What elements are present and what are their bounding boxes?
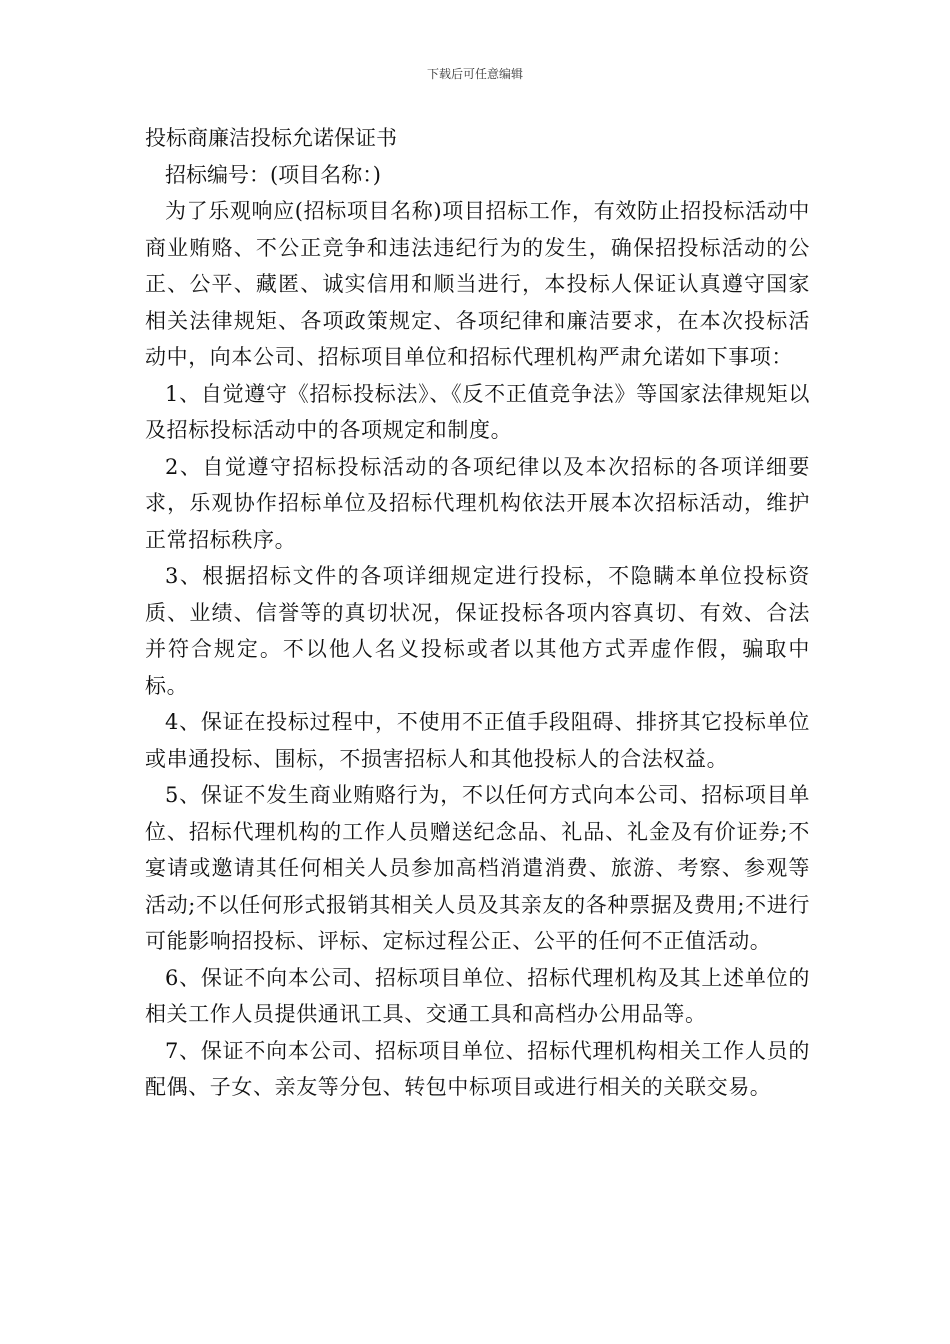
commitment-item-6: 6、保证不向本公司、招标项目单位、招标代理机构及其上述单位的相关工作人员提供通讯工具、交通工具和高档办公用品等。 (145, 965, 810, 1026)
commitment-item-1: 1、自觉遵守《招标投标法》、《反不正值竞争法》等国家法律规矩以及招标投标活动中的各项规定和制度。 (145, 381, 810, 442)
commitment-item-7: 7、保证不向本公司、招标项目单位、招标代理机构相关工作人员的配偶、子女、亲友等分包、转包中标项目或进行相关的关联交易。 (145, 1038, 810, 1099)
document-body (145, 120, 810, 1106)
commitment-item-4: 4、保证在投标过程中，不使用不正值手段阻碍、排挤其它投标单位或串通投标、围标，不损害招标人和其他投标人的合法权益。 (145, 710, 810, 771)
commitment-item-2: 2、自觉遵守招标投标活动的各项纪律以及本次招标的各项详细要求，乐观协作招标单位及招标代理机构依法开展本次招标活动，维护正常招标秩序。 (145, 454, 810, 552)
intro-paragraph: 为了乐观响应(招标项目名称)项目招标工作，有效防止招投标活动中商业贿赂、不公正竞争和违法违纪行为的发生，确保招投标活动的公正、公平、藏匿、诚实信用和顺当进行，本投标人保证认真遵守国家相关法律规矩、各项政策规定、各项纪律和廉洁要求，在本次投标活动中，向本公司、招标项目单位和招标代理机构严肃允诺如下事项： (145, 199, 810, 369)
commitment-item-5: 5、保证不发生商业贿赂行为，不以任何方式向本公司、招标项目单位、招标代理机构的工作人员赠送纪念品、礼品、礼金及有价证券;不宴请或邀请其任何相关人员参加高档消遣消费、旅游、考察、参观等活动;不以任何形式报销其相关人员及其亲友的各种票据及费用;不进行可能影响招投标、评标、定标过程公正、公平的任何不正值活动。 (145, 783, 810, 953)
page-header-note: 下载后可任意编辑 (426, 67, 523, 81)
commitment-item-3: 3、根据招标文件的各项详细规定进行投标，不隐瞒本单位投标资质、业绩、信誉等的真切状况，保证投标各项内容真切、有效、合法并符合规定。不以他人名义投标或者以其他方式弄虚作假，骗取中标。 (145, 564, 810, 698)
bid-number-line: 招标编号：(项目名称：) (165, 162, 381, 187)
document-title: 投标商廉洁投标允诺保证书 (145, 126, 397, 150)
